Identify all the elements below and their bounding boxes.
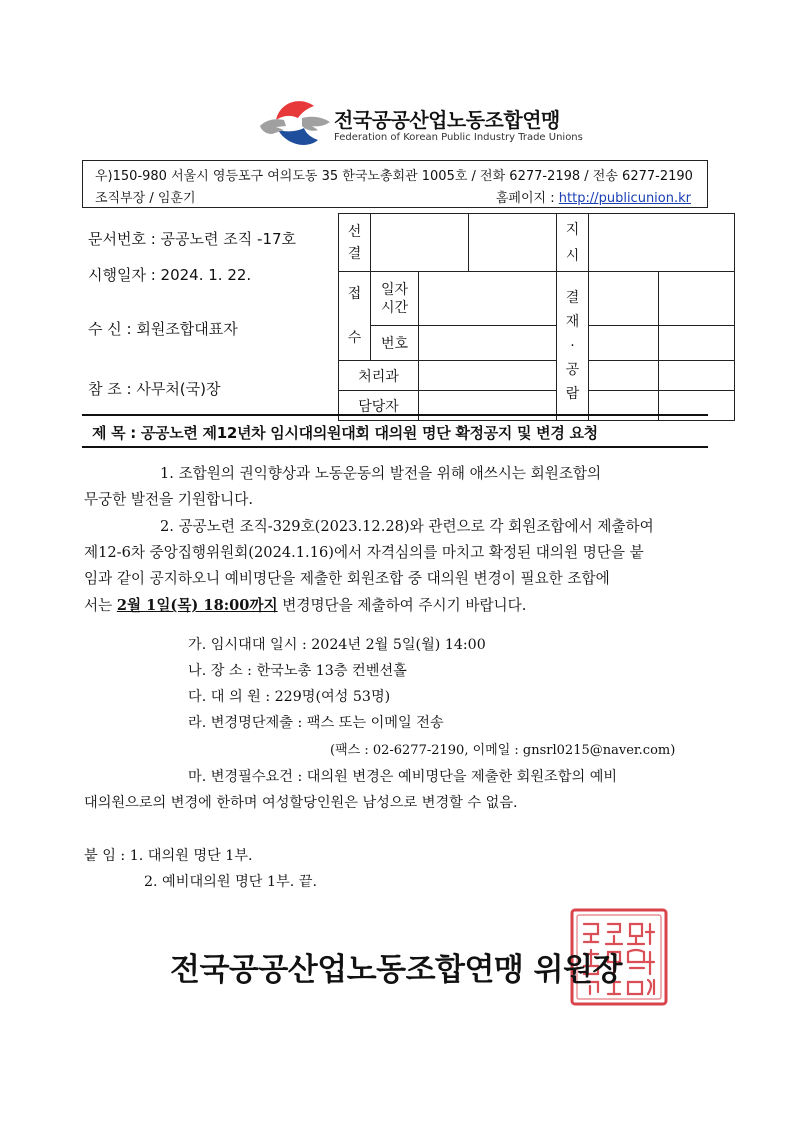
org-name-ko: 전국공공산업노동조합연맹 — [334, 108, 560, 132]
doc-number: 문서번호 : 공공노련 조직 -17호 — [88, 230, 297, 248]
approval-cell — [659, 361, 735, 391]
approval-date-time: 일자 시간 — [371, 272, 419, 326]
address-line: 우)150-980 서울시 영등포구 여의도동 35 한국노총회관 1005호 / 전화 6277-2198 / 전송 6277-2190 — [95, 169, 693, 184]
item-ra: 라. 변경명단제출 : 팩스 또는 이메일 전송 — [188, 715, 444, 731]
reference: 참 조 : 사무처(국)장 — [88, 380, 221, 398]
approval-ji-si: 지 시 — [557, 214, 589, 272]
item-ma-line1: 마. 변경필수요건 : 대의원 변경은 예비명단을 제출한 회원조합의 예비 — [188, 769, 618, 785]
approval-cell — [371, 214, 469, 272]
issue-date: 시행일자 : 2024. 1. 22. — [88, 266, 252, 284]
approval-cell — [589, 214, 735, 272]
signature-title: 전국공공산업노동조합연맹 위원장 — [170, 952, 622, 988]
approval-seon-gyeol: 선 결 — [339, 214, 371, 272]
approval-cell — [659, 326, 735, 361]
item-ma-line2: 대의원으로의 변경에 한하며 여성할당인원은 남성으로 변경할 수 없음. — [84, 795, 518, 811]
item-ra-detail: (팩스 : 02-6277-2190, 이메일 : gnsrl0215@naver.com) — [330, 743, 676, 758]
item-ga: 가. 임시대대 일시 : 2024년 2월 5일(월) 14:00 — [188, 637, 486, 653]
approval-cell — [589, 361, 659, 391]
subject: 제 목 : 공공노련 제12년차 임시대의원대회 대의원 명단 확정공지 및 변경 요청 — [92, 424, 598, 442]
approval-jeop-su: 접 수 — [339, 272, 371, 361]
approval-cell — [419, 272, 557, 326]
approval-table — [338, 213, 735, 421]
item-na: 나. 장 소 : 한국노총 13층 컨벤션홀 — [188, 663, 407, 679]
item-da: 다. 대 의 원 : 229명(여성 53명) — [188, 689, 391, 705]
recipient: 수 신 : 회원조합대표자 — [88, 320, 238, 338]
attachment-2: 2. 예비대의원 명단 1부. 끝. — [144, 874, 317, 890]
approval-cell — [419, 326, 557, 361]
approval-number: 번호 — [371, 326, 419, 361]
homepage-link[interactable]: http://publicunion.kr — [558, 191, 691, 206]
approval-processing-dept: 처리과 — [339, 361, 419, 391]
para2-line2: 제12-6차 중앙집행위원회(2024.1.16)에서 자격심의를 마치고 확정된 대의원 명단을 붙 — [84, 544, 644, 561]
approval-gyeoljae-gongram: 결 재 · 공 람 — [557, 272, 589, 421]
para2-line1: 2. 공공노련 조직-329호(2023.12.28)와 관련으로 각 회원조합에서 제출하여 — [160, 518, 654, 535]
org-name-en: Federation of Korean Public Industry Trade Unions — [334, 132, 583, 143]
approval-cell — [419, 361, 557, 391]
homepage — [496, 187, 691, 206]
para2-line3: 임과 같이 공지하오니 예비명단을 제출한 회원조합 중 대의원 변경이 필요한 조합에 — [84, 570, 610, 587]
approval-cell — [469, 214, 557, 272]
subject-box — [82, 414, 708, 448]
para2-line4: 서는 2월 1일(목) 18:00까지 변경명단을 제출하여 주시기 바랍니다. — [84, 597, 527, 614]
homepage-label: 홈페이지 : — [495, 191, 559, 206]
deadline: 2월 1일(목) 18:00까지 — [116, 597, 278, 614]
address-box — [82, 160, 708, 208]
attachment-1: 붙 임 : 1. 대의원 명단 1부. — [84, 848, 253, 864]
approval-cell — [589, 272, 659, 326]
para1-line2: 무궁한 발전을 기원합니다. — [84, 491, 253, 508]
para1-line1: 1. 조합원의 권익향상과 노동운동의 발전을 위해 애쓰시는 회원조합의 — [160, 465, 602, 482]
federation-logo-icon — [258, 96, 332, 150]
manager-line: 조직부장 / 임훈기 — [95, 191, 196, 206]
approval-cell — [659, 272, 735, 326]
approval-person-in-charge: 담당자 — [339, 391, 419, 421]
approval-cell — [589, 326, 659, 361]
